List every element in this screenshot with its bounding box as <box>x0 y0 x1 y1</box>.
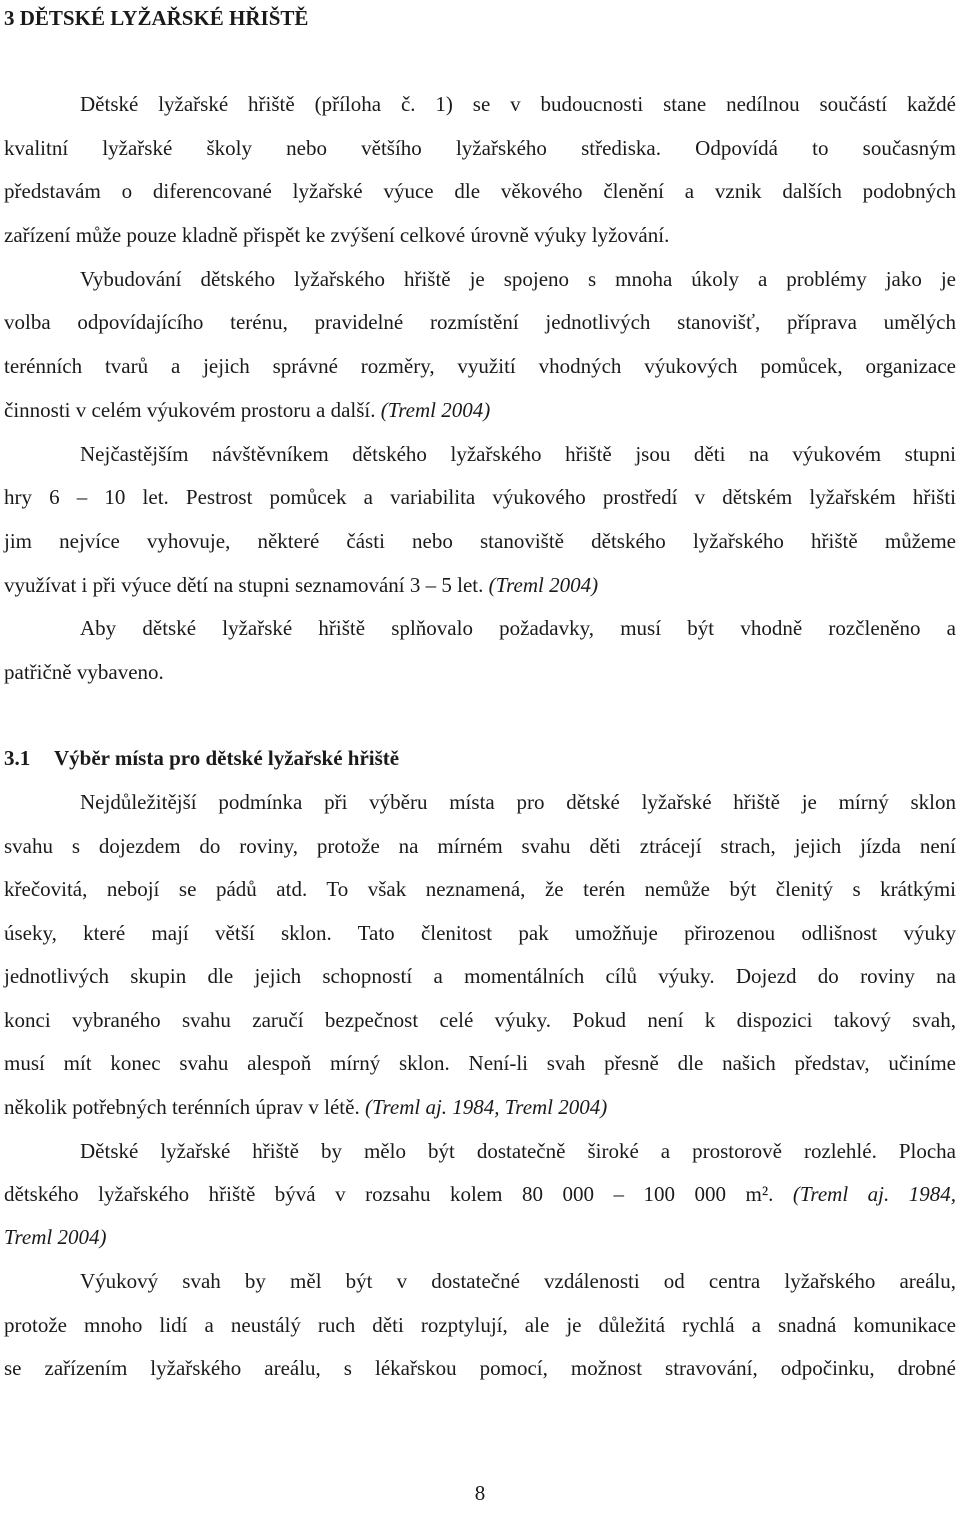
section-title: Výběr místa pro dětské lyžařské hřiště <box>54 746 400 770</box>
paragraph-line: hry 6 – 10 let. Pestrost pomůcek a variabilita výukového prostředí v dětském lyžařském hřišti <box>4 485 956 509</box>
paragraph-line: úseky, které mají větší sklon. Tato členitost pak umožňuje přirozenou odlišnost výuky <box>4 921 956 945</box>
paragraph-line: Nejdůležitější podmínka při výběru místa pro dětské lyžařské hřiště je mírný sklon <box>80 790 956 814</box>
paragraph-line: jim nejvíce vyhovuje, některé části nebo stanoviště dětského lyžařského hřiště můžeme <box>4 529 956 553</box>
paragraph-line: Dětské lyžařské hřiště by mělo být dostatečně široké a prostorově rozlehlé. Plocha <box>80 1139 956 1163</box>
paragraph-line: terénních tvarů a jejich správné rozměry, využití vhodných výukových pomůcek, organizace <box>4 354 956 378</box>
section-number: 3.1 <box>4 746 31 770</box>
section-heading <box>4 744 399 772</box>
paragraph-line: Vybudování dětského lyžařského hřiště je spojeno s mnoha úkoly a problémy jako je <box>80 267 956 291</box>
paragraph-line: Nejčastějším návštěvníkem dětského lyžařského hřiště jsou děti na výukovém stupni <box>80 442 956 466</box>
paragraph-line: Výukový svah by měl být v dostatečné vzdálenosti od centra lyžařského areálu, <box>80 1269 956 1293</box>
citation: (Treml aj. 1984, <box>792 1182 957 1206</box>
paragraph-line: činnosti v celém výukovém prostoru a další. (Treml 2004) <box>4 398 491 422</box>
paragraph-line: kvalitní lyžařské školy nebo většího lyžařského střediska. Odpovídá to současným <box>4 136 956 160</box>
paragraph-line: představám o diferencované lyžařské výuce dle věkového členění a vznik dalších podobných <box>4 179 956 203</box>
citation: (Treml 2004) <box>488 573 599 597</box>
paragraph-line: Aby dětské lyžařské hřiště splňovalo požadavky, musí být vhodně rozčleněno a <box>80 616 956 640</box>
citation: (Treml 2004) <box>380 398 491 422</box>
paragraph-line: zařízení může pouze kladně přispět ke zvýšení celkové úrovně výuky lyžování. <box>4 223 670 247</box>
paragraph-line: využívat i při výuce dětí na stupni seznamování 3 – 5 let. (Treml 2004) <box>4 573 599 597</box>
paragraph-line: dětského lyžařského hřiště bývá v rozsahu kolem 80 000 – 100 000 m². (Treml aj. 1984, <box>4 1182 957 1206</box>
page-number: 8 <box>474 1481 486 1505</box>
paragraph-line: patřičně vybaveno. <box>4 660 164 684</box>
paragraph-line: jednotlivých skupin dle jejich schopností a momentálních cílů výuky. Dojezd do roviny na <box>4 964 956 988</box>
paragraph-line: volba odpovídajícího terénu, pravidelné rozmístění jednotlivých stanovišť, příprava umělých <box>4 310 956 334</box>
chapter-heading: 3 DĚTSKÉ LYŽAŘSKÉ HŘIŠTĚ <box>4 6 309 30</box>
paragraph-line: Dětské lyžařské hřiště (příloha č. 1) se v budoucnosti stane nedílnou součástí každé <box>80 92 956 116</box>
paragraph-line: křečovitá, nebojí se pádů atd. To však neznamená, že terén nemůže být členitý s krátkými <box>4 877 956 901</box>
paragraph-line: se zařízením lyžařského areálu, s lékařskou pomocí, možnost stravování, odpočinku, drobné <box>4 1356 956 1380</box>
paragraph-line: musí mít konec svahu alespoň mírný sklon. Není-li svah přesně dle našich představ, učiníme <box>4 1051 956 1075</box>
paragraph-line: protože mnoho lidí a neustálý ruch děti rozptylují, ale je důležitá rychlá a snadná komunikace <box>4 1313 956 1337</box>
paragraph-line: konci vybraného svahu zaručí bezpečnost celé výuky. Pokud není k dispozici takový svah, <box>4 1008 956 1032</box>
paragraph-line <box>4 1223 106 1251</box>
citation: Treml 2004) <box>4 1225 107 1249</box>
paragraph-line: svahu s dojezdem do roviny, protože na mírném svahu děti ztrácejí strach, jejich jízda není <box>4 834 956 858</box>
paragraph-line: několik potřebných terénních úprav v létě. (Treml aj. 1984, Treml 2004) <box>4 1095 608 1119</box>
citation: (Treml aj. 1984, Treml 2004) <box>364 1095 608 1119</box>
